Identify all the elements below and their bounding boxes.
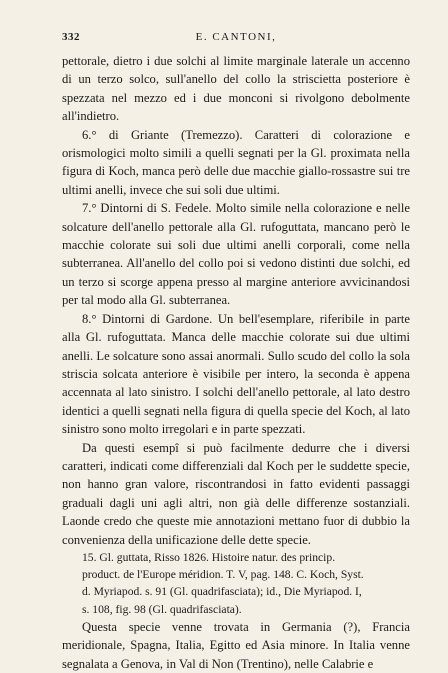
paragraph: Da questi esempî si può facilmente dedurre che i diversi caratteri, indicati come differenziali dal Koch per le suddette specie, non hanno gran valore, riscontrandosi in fatto evidenti passaggi graduali dagli uni agli altri, non già delle differenze sostanziali. Laonde credo che queste mie annotazioni mettano fuor di dubbio la convenienza della unificazione delle dette specie. bbox=[62, 440, 410, 547]
paragraph: Questa specie venne trovata in Germania (?), Francia meridionale, Spagna, Italia, Egitto ed Asia minore. In Italia venne segnalata a Genova, in Val di Non (Trentino), nelle Calabrie e bbox=[62, 619, 410, 671]
species-entry-line: product. de l'Europe méridion. T. V, pag. 148. C. Koch, Syst. bbox=[82, 568, 364, 582]
species-entry-line: 15. Gl. guttata, Risso 1826. Histoire natur. des princip. bbox=[82, 550, 336, 564]
paragraph: pettorale, dietro i due solchi al limite marginale laterale un accenno di un terzo solco, sull'anello del collo la striscietta posteriore è spezzata nel mezzo ed i due monconi si rivolgono debolmente all'indietro. bbox=[62, 54, 410, 124]
paragraph: 7.° Dintorni di S. Fedele. Molto simile nella colorazione e nelle solcature dell'anello pettorale alla Gl. rufoguttata, mancano però le macchie colorate sui soli due ultimi anelli corporali, come nella subterranea. All'anello del collo poi si vedono distinti due solchi, ed un terzo si scorge appena presso al margine anteriore avvicinandosi per tal modo alla Gl. subterranea. bbox=[62, 201, 410, 308]
species-entry bbox=[62, 549, 410, 618]
species-entry-line: s. 108, fig. 98 (Gl. quadrifasciata). bbox=[82, 602, 242, 616]
paragraph: 8.° Dintorni di Gardone. Un bell'esemplare, riferibile in parte alla Gl. rufoguttata. Manca delle macchie colorate sui due ultimi anelli. Le solcature sono assai anormali. Sullo scudo del collo la sola striscia solcata anteriore è visibile per intero, la seconda è appena accennata al lato sinistro. I solchi dell'anello pettorale, al lato destro identici a quelli segnati nella figura di quella specie del Koch, al lato sinistro sono molto irregolari e in parte spezzati. bbox=[62, 311, 410, 437]
page-number: 332 bbox=[62, 31, 80, 43]
page-body bbox=[62, 52, 410, 673]
running-head: E. CANTONI, bbox=[195, 31, 277, 43]
species-entry-line: d. Myriapod. s. 91 (Gl. quadrifasciata); id., Die Myriapod. I, bbox=[82, 585, 362, 599]
paragraph: 6.° di Griante (Tremezzo). Caratteri di colorazione e orismologici molto simili a quelli segnati per la Gl. proximata nella figura di Koch, manca però delle due macchie giallo-rossastre sui tre ultimi anelli, invece che sui soli due ultimi. bbox=[62, 127, 410, 197]
page-header bbox=[62, 31, 410, 47]
